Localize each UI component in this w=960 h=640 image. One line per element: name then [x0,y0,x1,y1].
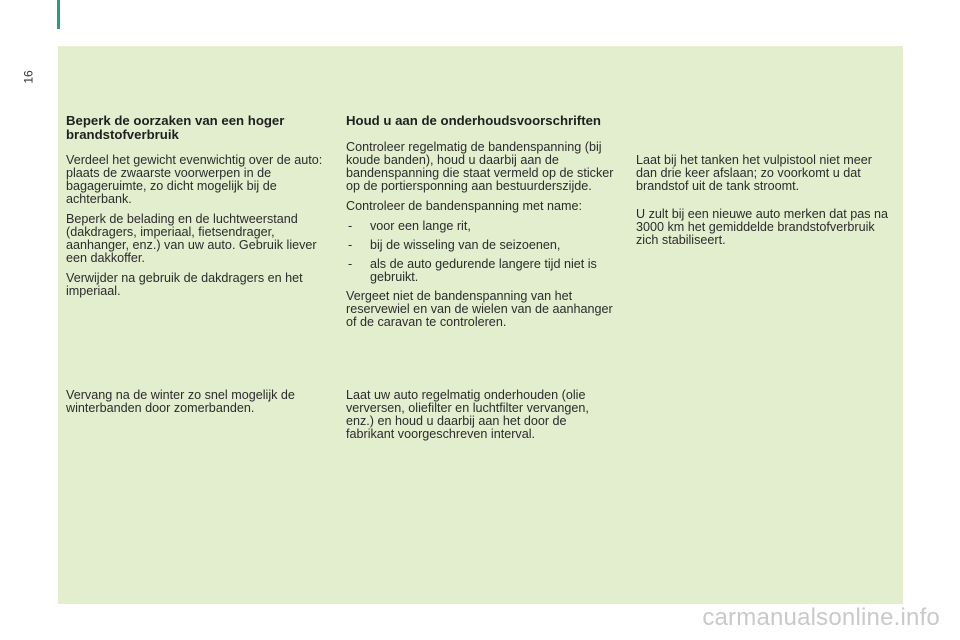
right-column [636,154,896,262]
tyre-check-list [346,220,616,284]
page-number: 16 [21,70,36,84]
left-paragraph-2: Beperk de belading en de luchtweerstand (dakdragers, imperiaal, fietsendrager, aanhanger, enz.) van uw auto. Gebruik liever een dakkoffer. [66,212,317,265]
left-column-bottom [66,389,331,422]
right-paragraph-1: Laat bij het tanken het vulpistool niet meer dan drie keer afslaan; zo voorkomt u dat brandstof uit de tank stroomt. [636,153,872,193]
middle-column-title: Houd u aan de onderhoudsvoorschriften [346,113,601,128]
left-bottom-paragraph: Vervang na de winter zo snel mogelijk de winterbanden door zomerbanden. [66,388,295,415]
left-paragraph-1: Verdeel het gewicht evenwichtig over de auto: plaats de zwaarste voorwerpen in de bagageruimte, zo dicht mogelijk bij de achterbank. [66,153,323,206]
middle-bottom-paragraph: Laat uw auto regelmatig onderhouden (olie verversen, oliefilter en luchtfilter vervangen, enz.) en houd u daarbij aan het door de fabrikant voorgeschreven interval. [346,388,589,441]
middle-after-list: Vergeet niet de bandenspanning van het reservewiel en van de wielen van de aanhanger of de caravan te controleren. [346,288,613,329]
middle-paragraph-2: Controleer de bandenspanning met name: [346,198,582,213]
left-paragraph-3: Verwijder na gebruik de dakdragers en het imperiaal. [66,271,303,298]
middle-column-bottom [346,389,616,448]
watermark: carmanualsonline.info [702,604,940,631]
middle-column [346,114,616,336]
content-panel [58,46,903,604]
middle-paragraph-1: Controleer regelmatig de bandenspanning (bij koude banden), houd u daarbij aan de bandenspanning die staat vermeld op de sticker op de portiersponning aan bestuurderszijde. [346,139,614,193]
left-column-title: Beperk de oorzaken van een hoger brandstofverbruik [66,113,285,142]
list-item: - voor een lange rit, [346,220,616,233]
right-paragraph-2: U zult bij een nieuwe auto merken dat pas na 3000 km het gemiddelde brandstofverbruik zich stabiliseert. [636,207,889,247]
list-item: - bij de wisseling van de seizoenen, [346,239,616,252]
list-item: - als de auto gedurende langere tijd niet is gebruikt. [346,258,616,284]
left-column [66,114,331,305]
accent-bar [57,0,60,29]
